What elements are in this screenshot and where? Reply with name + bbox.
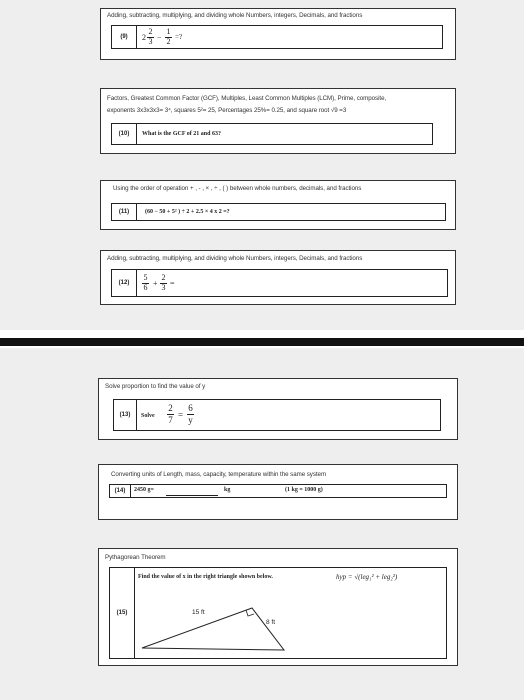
question-text: What is the GCF of 21 and 63? [142, 131, 221, 137]
denominator: 3 [148, 37, 153, 46]
question-number: (13) [114, 400, 137, 430]
page-divider [0, 338, 524, 346]
conversion-hint: (1 kg = 1000 g) [285, 487, 323, 493]
equals-sign: = [178, 410, 184, 420]
solve-label: Solve [141, 413, 155, 419]
equals-question: =? [175, 33, 183, 41]
hypotenuse-formula: hyp = √(leg₁² + leg₂²) [336, 573, 398, 581]
question-box [111, 25, 443, 49]
right-triangle-figure [134, 590, 304, 660]
unit-label: kg [224, 487, 231, 493]
numerator: 2 [161, 273, 166, 282]
numerator: 1 [166, 27, 171, 36]
card-header-line-2: exponents 3x3x3x3= 3⁴, squares 5²= 25, Percentages 25%= 0.25, and square root √9 =3 [107, 107, 347, 114]
card-q9 [100, 8, 456, 60]
fraction-1 [167, 403, 174, 425]
card-header: Pythagorean Theorem [105, 554, 166, 561]
card-header: Using the order of operation + , - , × , ÷ , ( ) between whole numbers, decimals, and fractions [113, 185, 362, 192]
equals-sign: = [170, 279, 175, 288]
side-label-8ft: 8 ft [266, 619, 276, 626]
question-box [111, 269, 448, 297]
numerator: 2 [148, 27, 153, 36]
question-box [109, 484, 447, 498]
question-number: (14) [110, 485, 131, 497]
card-header-line-1: Factors, Greatest Common Factor (GCF), Multiples, Least Common Multiples (LCM), Prime, composite, [107, 95, 387, 102]
card-q15 [98, 548, 458, 666]
question-number: (9) [112, 26, 137, 48]
denominator: 3 [161, 283, 166, 292]
question-number: (12) [112, 270, 137, 296]
fraction-1 [147, 28, 154, 46]
card-q11 [100, 180, 456, 230]
fraction-1 [142, 274, 149, 292]
denominator: 7 [168, 415, 173, 425]
question-number: (11) [112, 204, 137, 220]
numerator: 2 [168, 403, 173, 413]
operator: − [157, 33, 162, 42]
side-label-15ft: 15 ft [192, 609, 205, 616]
question-box [113, 399, 441, 431]
card-header: Adding, subtracting, multiplying, and dividing whole Numbers, integers, Decimals, and fractions [107, 255, 363, 262]
denominator: 6 [143, 283, 148, 292]
card-q12 [100, 250, 456, 305]
answer-blank[interactable] [166, 495, 218, 496]
denominator: y [188, 415, 193, 425]
card-q10 [100, 88, 456, 154]
card-header: Adding, subtracting, multiplying, and dividing whole Numbers, integers, Decimals, and fractions [107, 12, 363, 19]
page-gap [0, 330, 524, 338]
question-box [111, 123, 433, 145]
given-value: 2450 g= [134, 487, 154, 493]
whole-number: 2 [142, 33, 146, 42]
question-box [109, 567, 447, 659]
fraction-2 [165, 28, 172, 46]
question-number: (15) [110, 568, 135, 658]
fraction-2 [160, 274, 167, 292]
denominator: 2 [166, 37, 171, 46]
numerator: 5 [143, 273, 148, 282]
card-header: Converting units of Length, mass, capacity, temperature within the same system [111, 471, 327, 478]
question-box [111, 203, 446, 221]
operator: + [153, 279, 158, 288]
numerator: 6 [188, 403, 193, 413]
question-text: Find the value of x in the right triangle shown below. [138, 574, 273, 580]
question-text: (60 − 50 + 5² ) ÷ 2 + 2.5 × 4 x 2 =? [145, 209, 230, 215]
question-number: (10) [112, 124, 137, 144]
card-q13 [98, 378, 458, 440]
fraction-2 [187, 403, 194, 425]
card-q14 [98, 464, 458, 520]
card-header: Solve proportion to find the value of y [105, 383, 206, 390]
